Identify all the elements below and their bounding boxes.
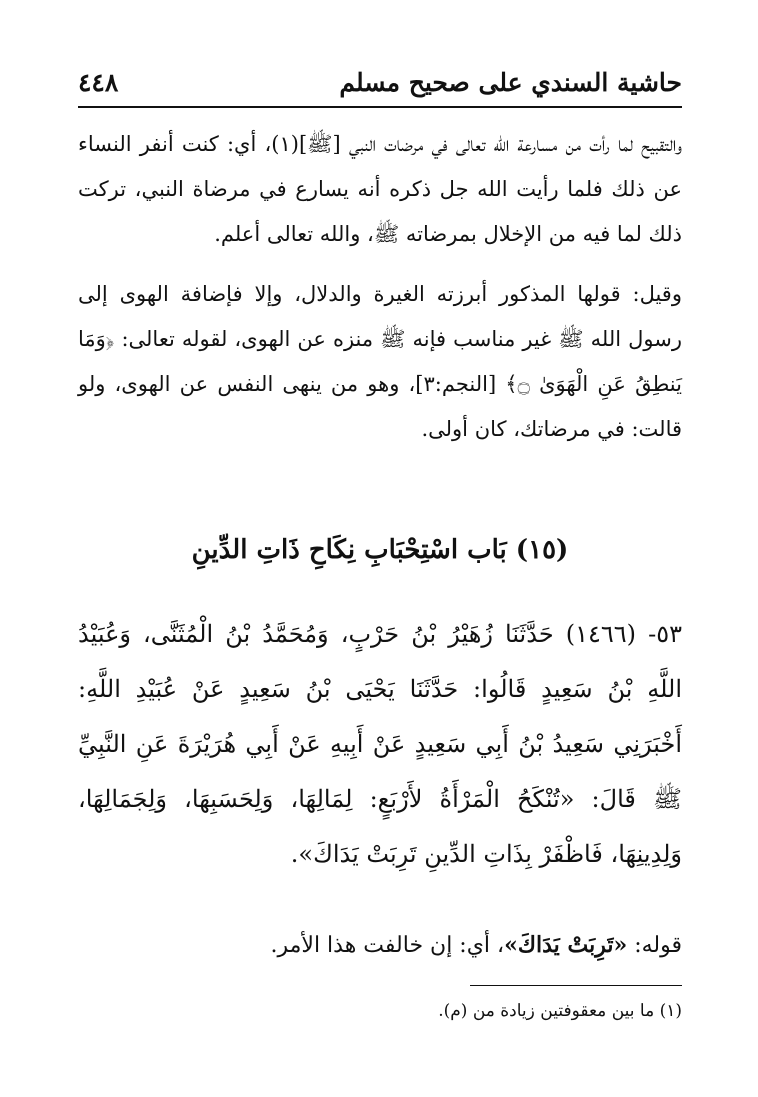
commentary-lead: قوله: (627, 933, 682, 958)
commentary-text (78, 925, 682, 966)
running-title: حاشية السندي على صحيح مسلم (339, 67, 682, 97)
page-number: ٤٤٨ (78, 67, 119, 97)
footnote-divider (470, 985, 682, 986)
chapter-title: (١٥) بَاب اسْتِحْبَابِ نِكَاحِ ذَاتِ الدِّينِ (191, 535, 569, 565)
commentary (78, 925, 682, 966)
paragraph-text: وقيل: قولها المذكور أبرزته الغيرة والدلال، وإلا فإضافة الهوى إلى رسول الله ﷺ غير مناسب فإنه ﷺ منزه عن الهوى، لقوله تعالى: ﴿وَمَا يَنطِقُ عَنِ الْهَوَىٰ ۝﴾ [النجم:٣]، وهو من ينهى النفس عن الهوى، ولو قالت: في مرضاتك، كان أولى. (78, 282, 682, 441)
paragraph (78, 122, 682, 257)
hadith-body: ٥٣- (١٤٦٦) حَدَّثَنَا زُهَيْرُ بْنُ حَرْبٍ، وَمُحَمَّدُ بْنُ الْمُثَنَّى، وَعُبَيْدُ اللَّهِ بْنُ سَعِيدٍ قَالُوا: حَدَّثَنَا يَحْيَى بْنُ سَعِيدٍ عَنْ عُبَيْدِ اللَّهِ: أَخْبَرَنِي سَعِيدُ بْنُ أَبِي سَعِيدٍ عَنْ أَبِيهِ عَنْ أَبِي هُرَيْرَةَ عَنِ النَّبِيِّ ﷺ قَالَ: «تُنْكَحُ الْمَرْأَةُ لأَرْبَعٍ: لِمَالِهَا، وَلِحَسَبِهَا، وَلِجَمَالِهَا، وَلِدِينِهَا، فَاظْفَرْ بِذَاتِ الدِّينِ تَرِبَتْ يَدَاكَ». (78, 620, 682, 868)
commentary-quote: «تَرِبَتْ يَدَاكَ» (504, 932, 628, 958)
page-header (78, 60, 682, 104)
commentary-rest: ، أي: إن خالفت هذا الأمر. (270, 933, 505, 958)
footnote: (١) ما بين معقوفتين زيادة من (م). (438, 1001, 682, 1021)
paragraph-text: والتقبيح لما رأت من مسارعة الله تعالى في مرضات النبي [ﷺ](١)، أي: كنت أنفر النساء عن ذلك فلما رأيت الله جل ذكره أنه يسارع في مرضاة النبي، تركت ذلك لما فيه من الإخلال بمرضاته ﷺ، والله تعالى أعلم. (78, 132, 682, 246)
paragraph (78, 272, 682, 452)
hadith-text (78, 607, 682, 882)
header-divider (78, 106, 682, 108)
